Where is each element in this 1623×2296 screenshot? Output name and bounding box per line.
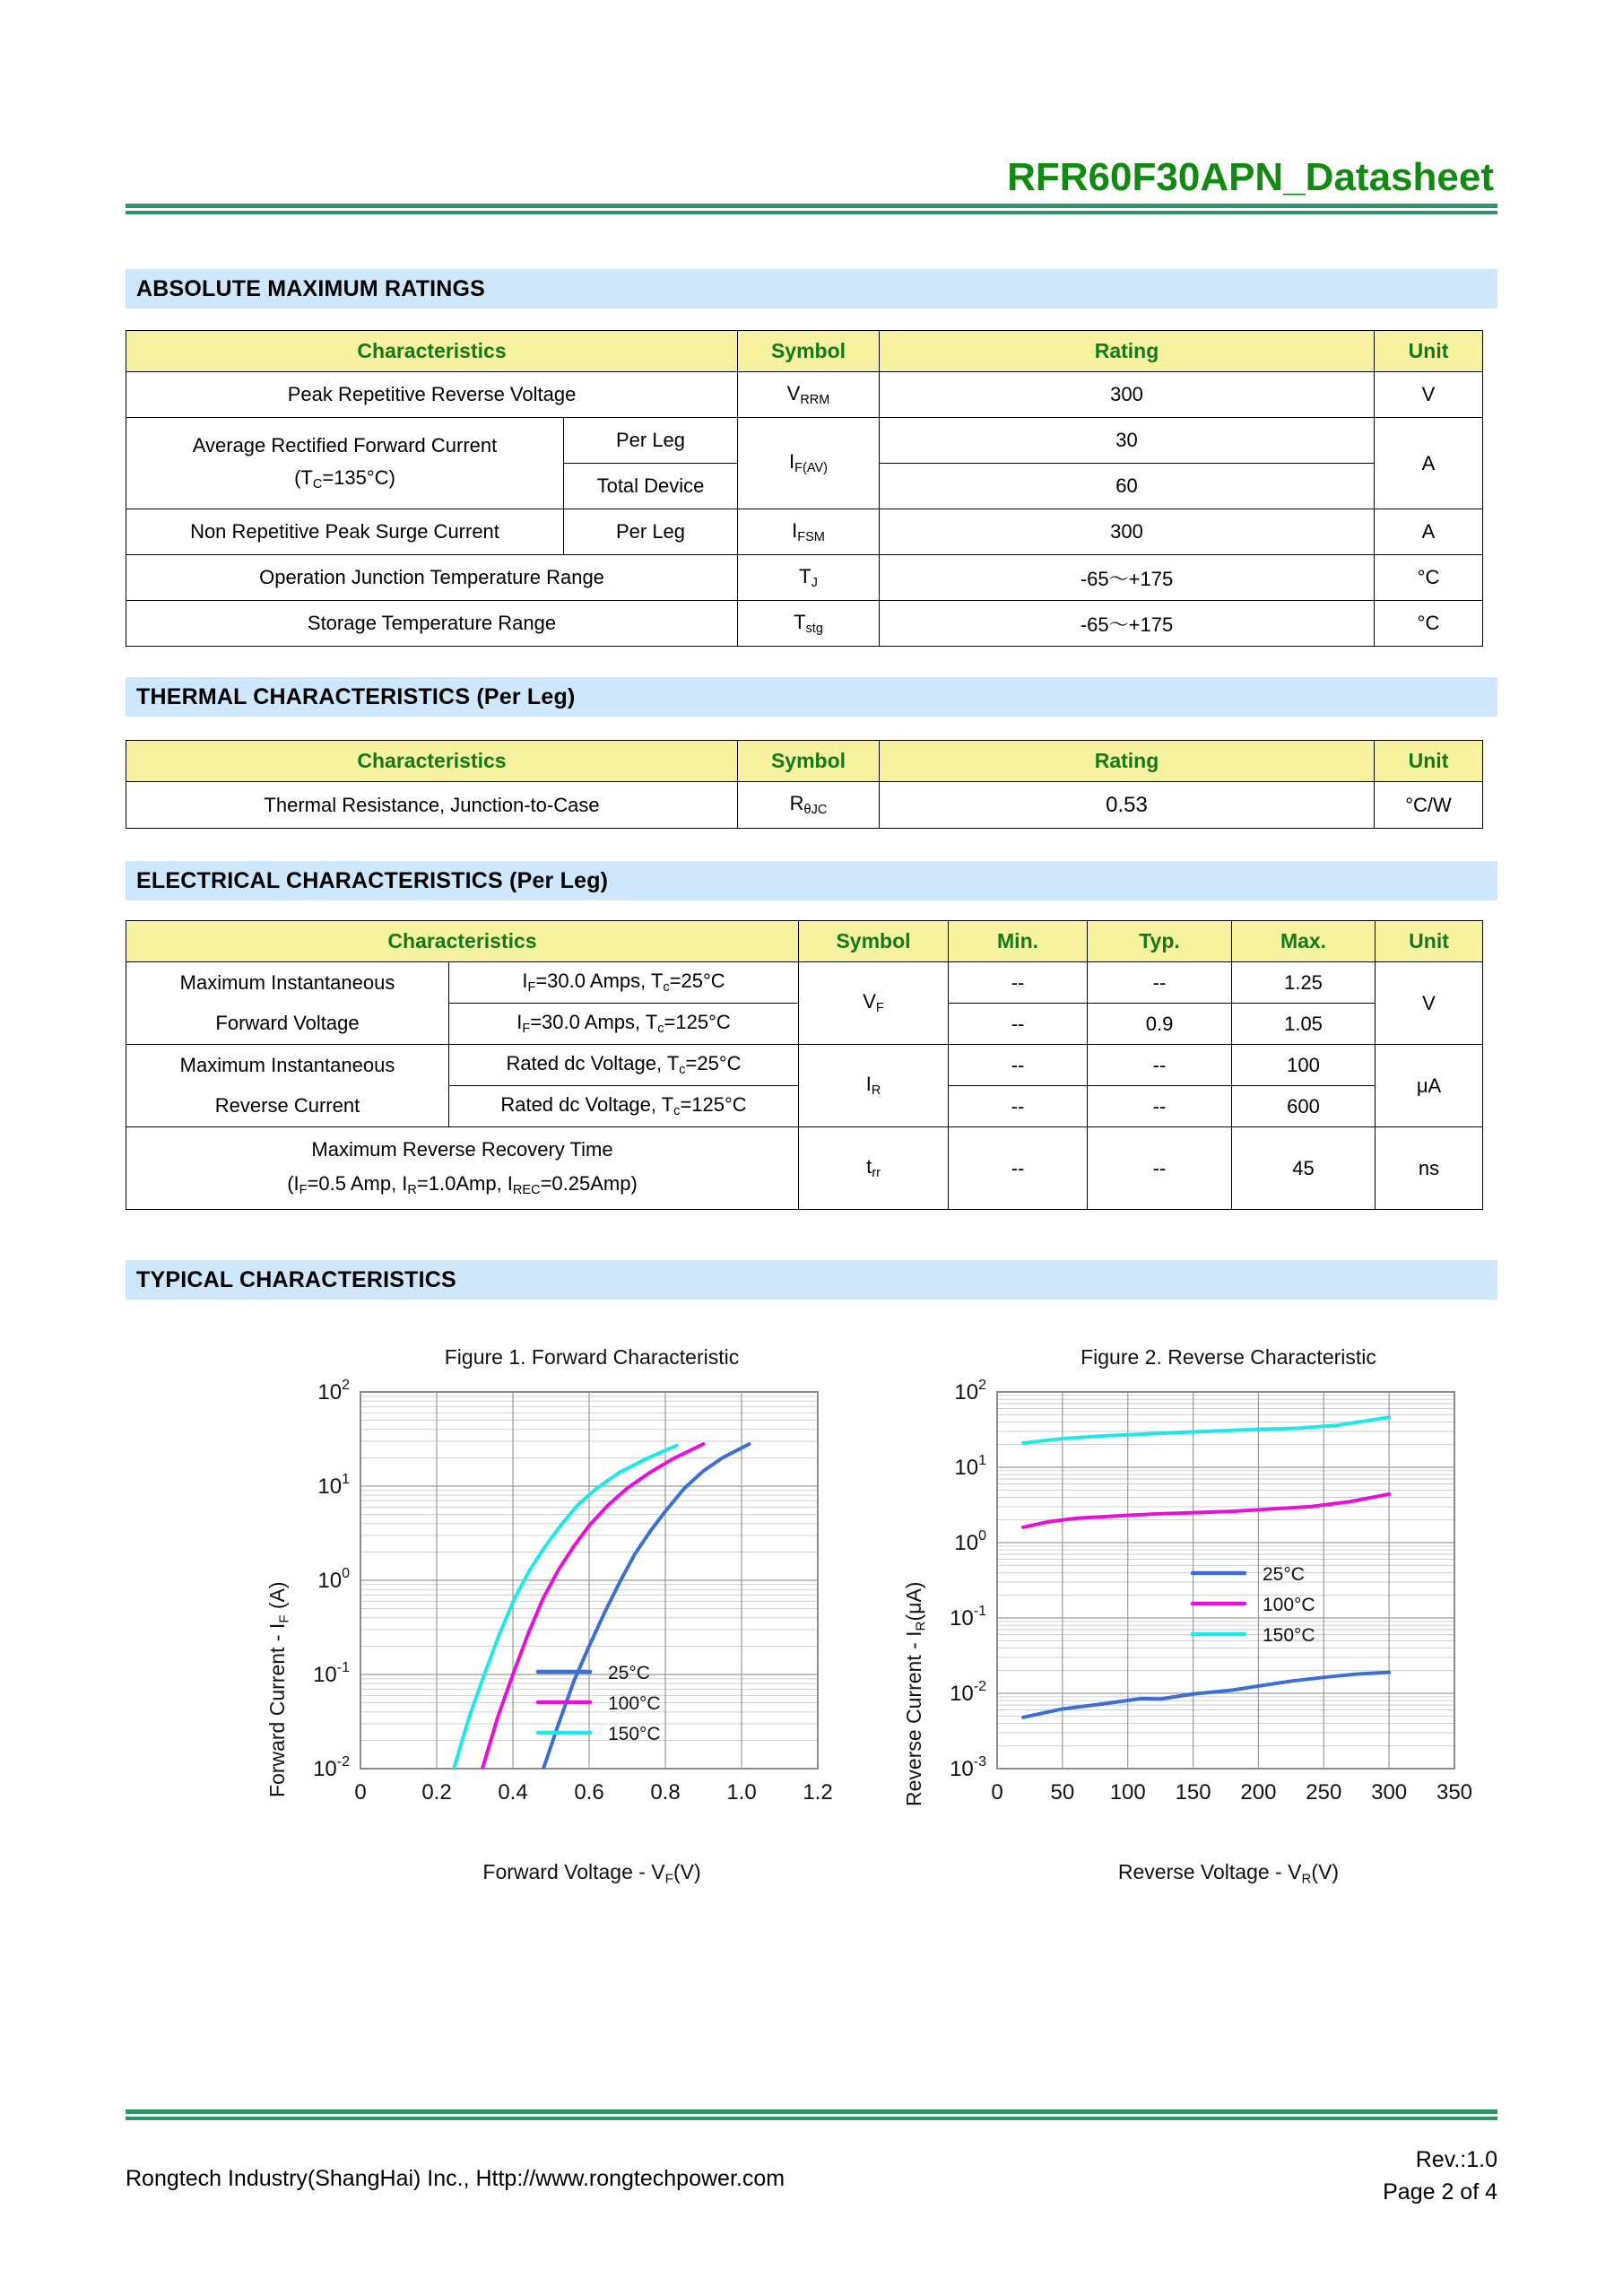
svg-text:0.6: 0.6 (574, 1780, 604, 1805)
col-rating: Rating (880, 331, 1375, 372)
section-header-thermal: THERMAL CHARACTERISTICS (Per Leg) (126, 677, 1497, 717)
svg-text:10-1: $10^{-1}$ (313, 1660, 350, 1687)
svg-text:150: 150 (1175, 1780, 1211, 1805)
cell-typ: -- (1088, 1086, 1232, 1127)
cell-characteristic: Thermal Resistance, Junction-to-Case (126, 782, 738, 829)
svg-text:1.2: 1.2 (803, 1780, 833, 1805)
table-header-row (126, 331, 1483, 372)
figure-1-x-axis-label: Forward Voltage - $V_F(V)$ (482, 1860, 701, 1887)
table-row (126, 1127, 1483, 1210)
col-symbol: Symbol (738, 331, 880, 372)
header-divider (126, 204, 1497, 214)
cell-rating: -65～+175 (880, 555, 1375, 601)
cell-rating: -65～+175 (880, 601, 1375, 647)
svg-text:100°C: 100°C (1263, 1595, 1315, 1615)
table-row (126, 418, 1483, 464)
absolute-maximum-ratings-table (126, 330, 1483, 647)
svg-text:10-3: $10^{-3}$ (950, 1754, 986, 1781)
cell-typ: -- (1088, 962, 1232, 1004)
svg-text:0: 0 (991, 1780, 1003, 1805)
cell-unit: ns (1376, 1127, 1483, 1210)
svg-text:1.0: 1.0 (726, 1780, 757, 1805)
figures-container (126, 1345, 1497, 1964)
cell-rating: 300 (880, 509, 1375, 555)
figure-1-svg (260, 1376, 924, 1932)
cell-min: -- (949, 1086, 1088, 1127)
cell-max: 100 (1232, 1045, 1376, 1086)
figure-2-plot (897, 1376, 1560, 1932)
svg-text:102: $10^2$ (317, 1378, 350, 1405)
svg-text:50: 50 (1050, 1780, 1075, 1805)
svg-text:150°C: 150°C (608, 1724, 661, 1744)
figure-1-y-axis-label: Forward Current - $I_F$ (A) (265, 1581, 292, 1797)
col-unit: Unit (1375, 331, 1483, 372)
table-row (126, 555, 1483, 601)
col-characteristics: Characteristics (126, 331, 738, 372)
cell-characteristic: Average Rectified Forward Current $(T_C=135^\circ C)$ (126, 418, 564, 509)
svg-text:350: 350 (1436, 1780, 1473, 1805)
cell-characteristic: Maximum Instantaneous (126, 962, 449, 1004)
cell-characteristic: Maximum Instantaneous (126, 1045, 449, 1086)
col-symbol: Symbol (799, 921, 949, 962)
col-rating: Rating (880, 741, 1375, 782)
cell-max: 600 (1232, 1086, 1376, 1127)
svg-text:0.2: 0.2 (421, 1780, 452, 1805)
svg-text:10-1: $10^{-1}$ (950, 1604, 986, 1631)
cell-rating: 30 (880, 418, 1375, 464)
cell-typ: -- (1088, 1045, 1232, 1086)
figure-2-title: Figure 2. Reverse Characteristic (1081, 1345, 1376, 1369)
footer-company: Rongtech Industry(ShangHai) Inc., Http://www.rongtechpower.com (126, 2166, 785, 2191)
cell-symbol: $V_{RRM}$ (738, 372, 880, 418)
cell-symbol: $t_{rr}$ (799, 1127, 949, 1210)
cell-symbol: $I_{FSM}$ (738, 509, 880, 555)
section-header-absolute-max: ABSOLUTE MAXIMUM RATINGS (126, 269, 1497, 309)
cell-condition: Rated dc Voltage, $T_c=25^\circ C$ (449, 1045, 799, 1086)
cell-characteristic: Reverse Current (126, 1086, 449, 1127)
cell-characteristic: Storage Temperature Range (126, 601, 738, 647)
svg-text:0.4: 0.4 (498, 1780, 528, 1805)
table-header-row (126, 741, 1483, 782)
cell-rating: 300 (880, 372, 1375, 418)
cell-symbol: $R_{\theta JC}$ (738, 782, 880, 829)
document-header (126, 157, 1497, 214)
cell-min: -- (949, 962, 1088, 1004)
cell-typ: 0.9 (1088, 1004, 1232, 1045)
cell-condition: Total Device (564, 464, 738, 509)
cell-symbol: $T_J$ (738, 555, 880, 601)
svg-text:150°C: 150°C (1263, 1625, 1315, 1646)
col-unit: Unit (1375, 741, 1483, 782)
svg-text:101: $10^1$ (954, 1453, 986, 1480)
section-header-electrical: ELECTRICAL CHARACTERISTICS (Per Leg) (126, 861, 1497, 900)
col-characteristics: Characteristics (126, 921, 799, 962)
page-title: RFR60F30APN_Datasheet (1007, 155, 1494, 199)
svg-text:25°C: 25°C (1263, 1564, 1305, 1585)
cell-max: 45 (1232, 1127, 1376, 1210)
svg-text:250: 250 (1306, 1780, 1342, 1805)
figure-1-title: Figure 1. Forward Characteristic (444, 1345, 740, 1369)
table-row (126, 962, 1483, 1004)
cell-condition: Per Leg (564, 509, 738, 555)
cell-min: -- (949, 1004, 1088, 1045)
cell-typ: -- (1088, 1127, 1232, 1210)
section-header-typical: TYPICAL CHARACTERISTICS (126, 1260, 1497, 1300)
figure-2-x-axis-label: Reverse Voltage - $V_R(V)$ (1117, 1860, 1340, 1887)
footer-divider (126, 2109, 1497, 2120)
col-symbol: Symbol (738, 741, 880, 782)
cell-min: -- (949, 1127, 1088, 1210)
svg-text:10-2: $10^{-2}$ (313, 1754, 350, 1781)
footer-revision: Rev.:1.0 (1415, 2147, 1497, 2172)
cell-characteristic: Operation Junction Temperature Range (126, 555, 738, 601)
cell-max: 1.05 (1232, 1004, 1376, 1045)
cell-rating: 60 (880, 464, 1375, 509)
cell-symbol: $I_R$ (799, 1045, 949, 1127)
figure-2-svg (897, 1376, 1560, 1932)
col-unit: Unit (1376, 921, 1483, 962)
cell-characteristic: Peak Repetitive Reverse Voltage (126, 372, 738, 418)
cell-condition: $I_F=30.0$ Amps, $T_c=125^\circ C$ (449, 1004, 799, 1045)
svg-text:102: $10^2$ (954, 1378, 986, 1405)
svg-text:0.8: 0.8 (650, 1780, 681, 1805)
cell-unit: °C (1375, 555, 1483, 601)
cell-symbol: $T_{stg}$ (738, 601, 880, 647)
table-header-row (126, 921, 1483, 962)
cell-characteristic: Non Repetitive Peak Surge Current (126, 509, 564, 555)
cell-unit: °C/W (1375, 782, 1483, 829)
figure-1-forward-characteristic (260, 1345, 924, 1964)
col-min: Min. (949, 921, 1088, 962)
cell-condition: $I_F=30.0$ Amps, $T_c=25^\circ C$ (449, 962, 799, 1004)
svg-text:200: 200 (1240, 1780, 1277, 1805)
footer-page-number: Page 2 of 4 (1383, 2179, 1497, 2205)
svg-text:0: 0 (354, 1780, 367, 1805)
cell-unit: V (1375, 372, 1483, 418)
cell-condition: Per Leg (564, 418, 738, 464)
svg-text:101: $10^1$ (317, 1472, 350, 1499)
table-row (126, 601, 1483, 647)
cell-characteristic: Maximum Reverse Recovery Time ($I_F=0.5$ Amp, $I_R=1.0Amp$, $I_{REC}=0.25Amp$) (126, 1127, 799, 1210)
cell-min: -- (949, 1045, 1088, 1086)
cell-characteristic: Forward Voltage (126, 1004, 449, 1045)
svg-text:300: 300 (1371, 1780, 1408, 1805)
table-row (126, 782, 1483, 829)
svg-text:100°C: 100°C (608, 1693, 661, 1714)
cell-symbol: $I_{F(AV)}$ (738, 418, 880, 509)
footer-meta (1383, 2144, 1497, 2209)
cell-unit: A (1375, 509, 1483, 555)
svg-text:25°C: 25°C (608, 1663, 650, 1683)
cell-symbol: $V_F$ (799, 962, 949, 1045)
cell-rating: 0.53 (880, 782, 1375, 829)
cell-condition: Rated dc Voltage, $T_c=125^\circ C$ (449, 1086, 799, 1127)
col-characteristics: Characteristics (126, 741, 738, 782)
cell-unit: V (1376, 962, 1483, 1045)
thermal-characteristics-table (126, 740, 1483, 829)
cell-max: 1.25 (1232, 962, 1376, 1004)
cell-unit: °C (1375, 601, 1483, 647)
svg-text:10-2: $10^{-2}$ (950, 1679, 986, 1706)
svg-text:100: 100 (1109, 1780, 1146, 1805)
svg-text:100: $10^0$ (317, 1566, 350, 1593)
electrical-characteristics-table (126, 920, 1483, 1210)
table-row (126, 1045, 1483, 1086)
figure-2-y-axis-label: Reverse Current - $I_R(\mu A)$ (902, 1581, 929, 1806)
svg-text:100: $10^0$ (954, 1528, 986, 1555)
table-row (126, 372, 1483, 418)
figure-2-reverse-characteristic (897, 1345, 1560, 1964)
cell-unit: μA (1376, 1045, 1483, 1127)
figure-1-plot (260, 1376, 924, 1932)
col-typ: Typ. (1088, 921, 1232, 962)
cell-unit: A (1375, 418, 1483, 509)
col-max: Max. (1232, 921, 1376, 962)
table-row (126, 509, 1483, 555)
